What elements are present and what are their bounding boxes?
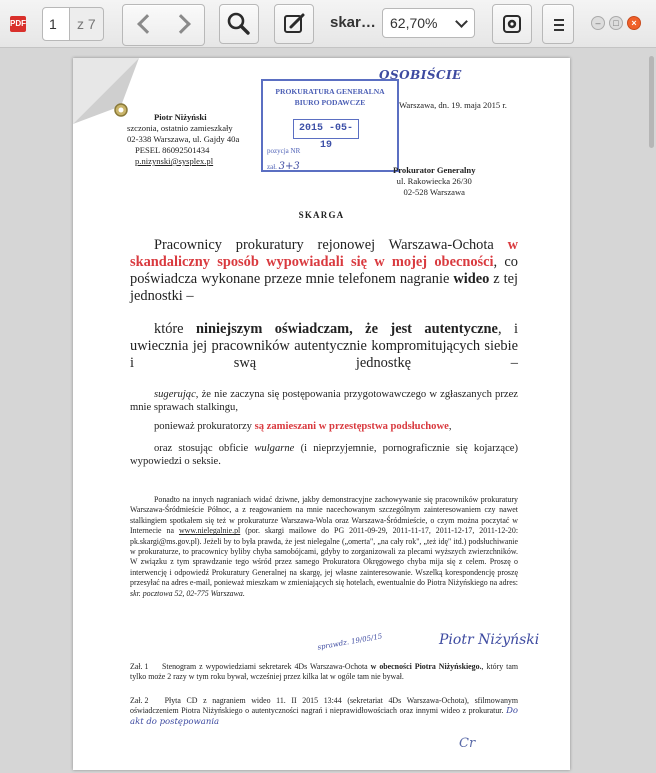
maximize-button[interactable]: □: [609, 16, 623, 30]
personal-stamp: OSOBIŚCIE: [379, 68, 462, 82]
toolbar: [0, 0, 656, 48]
edit-icon: [275, 5, 313, 43]
gear-icon: [493, 5, 531, 43]
sender-line: PESEL 86092501434: [135, 145, 210, 155]
document-title: skar…: [330, 14, 376, 31]
note-paragraph: Ponadto na innych nagraniach widać dziwne, jakby demonstracyjne zachowywanie się pracowników prokuratury Warszawa-Śródmieście Północ, a z reagowaniem na mnie nacechowanym szczególnym zainteresowaniem czy nawet stalkingiem spotkałem się też w prokuraturze Warszawa-Wola oraz Warszawa-Śródmieście, o czym można poczytać w Internecie na www.nielegalnie.pl (por. skargi mailowe do PG 2011-09-29, 2011-11-17, 2011-12-17, 2011-12-20: pk.skargi@ms.gov.pl). Jeżeli by to była prawda, że jest nielegalne („omerta", „na cały rok", „też idę" itd.) podsłuchiwanie w prokuraturze, to pracownicy byliby chyba samobójcami, gdyby to zorganizowali za plecami wyższych zwierzchników. W związku z tym sprawdzanie tego wśród przez samego Prokuratora Okręgowego chyba mija się z celem. Proszę o interwencję i odpowiedź Prokuratury Generalnej na skargę, jej własne zainteresowanie. Wszelką korespondencję proszę przesyłać na adres e-mail, ponieważ mieszkam w zmieniających się hotelach, ewentualnie do Piotra Niżyńskiego na adres: skr. pocztowa 52, 02-775 Warszawa.: [130, 495, 519, 598]
paragraph: ponieważ prokuratorzy są zamieszani w przestępstwa podsłuchowe,: [154, 421, 452, 432]
recipient-block: [393, 165, 476, 198]
zoom-select[interactable]: [382, 8, 475, 38]
paragraph: sugerując, że nie zaczyna się postępowania przygotowawczego w zgłaszanych przez mnie sprawach stalkingu,: [130, 389, 518, 413]
search-icon: [220, 5, 258, 43]
stamp-date: 2015 -05- 19: [293, 119, 359, 139]
page-number-input[interactable]: 1: [42, 7, 70, 41]
pdf-icon: PDF: [10, 16, 26, 32]
stamp-zal-label: zał.: [267, 163, 277, 171]
receipt-stamp: [261, 79, 399, 172]
attachment-label: Zał. 1: [130, 662, 149, 671]
page-total: z 7: [70, 7, 104, 41]
recipient-line: Prokurator Generalny: [393, 165, 476, 175]
handwritten-initials: Cr: [459, 736, 476, 751]
handwritten-note: Do akt do postępowania: [130, 706, 518, 727]
signature: Piotr Niżyński: [439, 632, 540, 648]
document-page: [73, 58, 570, 770]
search-button[interactable]: [219, 4, 259, 44]
recipient-line: 02-528 Warszawa: [403, 187, 465, 197]
sender-block: [127, 112, 239, 167]
previous-page-button[interactable]: [122, 4, 165, 46]
zoom-value: 62,70%: [390, 15, 438, 31]
chevron-down-icon: [455, 15, 468, 28]
recipient-line: ul. Rakowiecka 26/30: [396, 176, 472, 186]
settings-button[interactable]: [492, 4, 532, 44]
vertical-scrollbar[interactable]: [649, 56, 654, 148]
sender-line: 02-338 Warszawa, ul. Gajdy 40a: [127, 134, 240, 144]
stamp-line: PROKURATURA GENERALNA: [275, 87, 385, 96]
page-navigation: [122, 4, 204, 44]
attachment-1: Zał. 1 Stenogram z wypowiedziami sekretarek 4Ds Warszawa-Ochota w obecności Piotra Niżyńskiego., który tam tylko może 2 razy w tym roku bywał, wcześniej przez kilka lat w ogóle tam nie bywał.: [130, 662, 518, 682]
minimize-button[interactable]: –: [591, 16, 605, 30]
stamp-zal-value: 3+3: [278, 161, 300, 172]
stamp-attachment-label: [267, 161, 300, 172]
stamp-position-label: pozycja NR: [267, 147, 301, 155]
menu-button[interactable]: [542, 4, 574, 44]
sender-email: p.nizynski@sysplex.pl: [135, 156, 214, 166]
sender-line: szczonia, ostatnio zamieszkały: [127, 123, 233, 133]
document-heading: SKARGA: [298, 210, 345, 220]
close-button[interactable]: ×: [627, 16, 641, 30]
paragraph: oraz stosując obficie wulgarne (i nieprzyjemnie, pornograficznie się kojarzące) wypowiedzi o seksie.: [130, 443, 519, 467]
handwritten-note: sprawdz. 19/05/15: [316, 632, 383, 652]
annotate-button[interactable]: [274, 4, 314, 44]
paragraph: Pracownicy prokuratury rejonowej Warszawa-Ochota w skandaliczny sposób wypowiadali się w mojej obecności, co poświadcza wykonane przeze mnie telefonem nagranie wideo z tej jednostki –: [130, 237, 518, 304]
attachment-2: Zał. 2 Płyta CD z nagraniem wideo 11. II 2015 13:44 (sekretariat 4Ds Warszawa-Ochota), sfilmowanym oświadczeniem Piotra Niżyńskiego o autentyczności nagrań i nieprawidłowościach oraz innymi wideo z prokuratur. Do akt do postępowania: [130, 696, 518, 727]
chevron-left-icon: [137, 14, 157, 34]
attachment-label: Zał. 2: [130, 696, 149, 705]
chevron-right-icon: [171, 14, 191, 34]
next-page-button[interactable]: [163, 4, 205, 46]
paragraph: które niniejszym oświadczam, że jest autentyczne, i uwiecznia jej pracowników autentycznie kompromitujących siebie i swą jednostkę –: [130, 321, 518, 371]
sender-name: Piotr Niżyński: [154, 112, 207, 122]
stamp-line: BIURO PODAWCZE: [294, 98, 366, 107]
place-date: Warszawa, dn. 19. maja 2015 r.: [399, 100, 507, 110]
